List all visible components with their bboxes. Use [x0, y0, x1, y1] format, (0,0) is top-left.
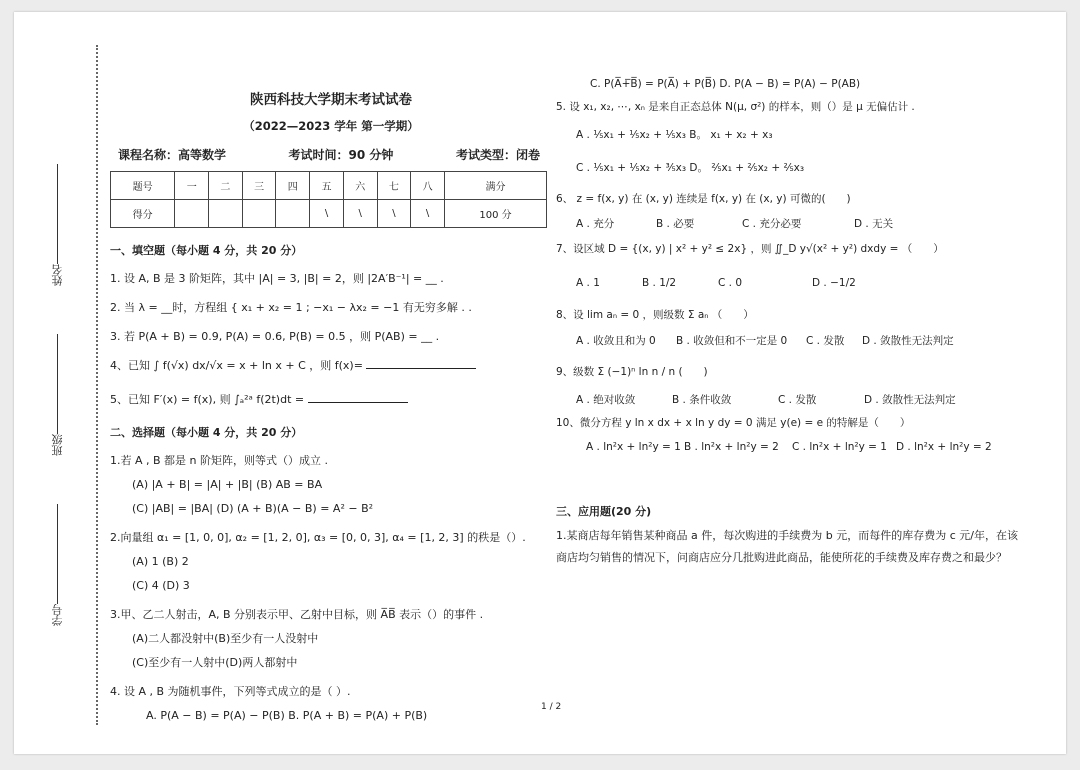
choice-option: D . 敛散性无法判定: [864, 394, 956, 406]
score-cell: 得分: [111, 200, 175, 228]
exam-time: 考试时间：90 分钟: [288, 148, 394, 162]
choice-option: A . 1: [576, 277, 600, 289]
choice-option: D . ln²x + ln²y = 2: [896, 441, 992, 453]
choice-question-6: 6、 z = f(x, y) 在 (x, y) 连续是 f(x, y) 在 (x, y) 可微的( ): [556, 193, 851, 205]
option-row: [576, 277, 1026, 289]
side-field-name: [50, 160, 66, 286]
score-cell: \: [343, 200, 377, 228]
choice-option: D . 敛散性无法判定: [862, 335, 954, 347]
choice-question-2: 2.向量组 α₁ = [1, 0, 0], α₂ = [1, 2, 0], α₃ = [0, 0, 3], α₄ = [1, 2, 3] 的秩是（）.: [110, 531, 526, 544]
score-cell: [175, 200, 209, 228]
course-name: 课程名称：高等数学: [118, 148, 227, 162]
choice-option: (A)二人都没射中(B)至少有一人没射中: [132, 632, 319, 645]
score-cell: 三: [242, 172, 276, 200]
page-number: 1 / 2: [541, 702, 562, 712]
exam-page: [14, 12, 1066, 754]
choice-question-5: 5. 设 x₁, x₂, ⋯, xₙ 是来自正态总体 N(μ, σ²) 的样本，则（）是 μ 无偏估计 .: [556, 101, 915, 113]
choice-option: (A) 1 (B) 2: [132, 555, 189, 568]
choice-question-7: 7、设区域 D = {(x, y) | x² + y² ≤ 2x} ，则 ∬_D y√(x² + y²) dxdy = （ ）: [556, 243, 944, 255]
score-cell: [276, 200, 310, 228]
option-row: [586, 441, 1026, 453]
right-column: [556, 78, 1026, 569]
fill-question-5-text: 5、已知 F′(x) = f(x), 则 ∫ₐ²ᵃ f(2t)dt =: [110, 393, 305, 406]
side-field-underline: [58, 504, 59, 604]
choice-option: C . 发散: [778, 394, 817, 406]
exam-type: 考试类型：闭卷: [455, 148, 540, 162]
side-field-underline: [58, 334, 59, 434]
score-table-header-row: [111, 172, 547, 200]
exam-subtitle: （2022—2023 学年 第一学期）: [243, 119, 419, 133]
score-cell: 100 分: [444, 200, 546, 228]
side-field-class: [50, 330, 66, 456]
score-cell: [242, 200, 276, 228]
choice-option: C . ⅕x₁ + ⅕x₂ + ³⁄₅x₃ D。 ⅖x₁ + ⅖x₂ + ⅖x₃: [576, 162, 805, 174]
score-cell: 二: [209, 172, 243, 200]
score-cell: 一: [175, 172, 209, 200]
choice-question-10: 10、微分方程 y ln x dx + x ln y dy = 0 满足 y(e) = e 的特解是（ ）: [556, 417, 911, 429]
choice-option: A . ln²x + ln²y = 1: [586, 441, 681, 453]
choice-option: A . 绝对收敛: [576, 394, 636, 406]
choice-option: A . 收敛且和为 0: [576, 335, 656, 347]
choice-option: B . 1/2: [642, 277, 677, 289]
choice-question-8: 8、设 lim aₙ = 0 ，则级数 Σ aₙ （ ）: [556, 309, 754, 321]
choice-option: B . 必要: [656, 218, 695, 230]
fill-question-1: 1. 设 A, B 是 3 阶矩阵，其中 |A| = 3, |B| = 2，则 |2A′B⁻¹| = __ .: [110, 272, 444, 285]
score-cell: 满分: [444, 172, 546, 200]
choice-option: A . ⅕x₁ + ⅕x₂ + ⅕x₃ B。 x₁ + x₂ + x₃: [576, 129, 773, 141]
section-title-fill-in: 一、填空题（每小题 4 分，共 20 分）: [110, 244, 303, 257]
section-title-choice: 二、选择题（每小题 4 分，共 20 分）: [110, 426, 303, 439]
side-field-student-id: [50, 500, 66, 626]
fill-question-4-text: 4、已知 ∫ f(√x) dx/√x = x + ln x + C ，则 f(x)=: [110, 359, 363, 372]
choice-option: B . 收敛但和不一定是 0: [676, 335, 788, 347]
option-row: [576, 392, 1026, 407]
score-table-score-row: [111, 200, 547, 228]
exam-title: 陕西科技大学期末考试试卷: [250, 92, 412, 108]
answer-blank: [366, 368, 476, 369]
choice-question-4-continued: C. P(A̅+̅B̅) = P(A̅) + P(B̅) D. P(A − B) = P(A) − P(AB): [590, 78, 861, 90]
side-field-label: 班级: [51, 434, 64, 456]
choice-option: C . 发散: [806, 335, 845, 347]
choice-option: D . 无关: [854, 218, 894, 230]
answer-blank: [308, 402, 408, 403]
score-cell: 四: [276, 172, 310, 200]
fill-question-2: 2. 当 λ = __时，方程组 { x₁ + x₂ = 1 ; −x₁ − λx₂ = −1 有无穷多解 . .: [110, 301, 472, 314]
score-cell: \: [377, 200, 411, 228]
choice-option: B . 条件收敛: [672, 394, 732, 406]
choice-question-3: 3.甲、乙二人射击，A, B 分别表示甲、乙射中目标，则 A̅B̅ 表示（）的事件 .: [110, 608, 484, 621]
score-cell: 题号: [111, 172, 175, 200]
choice-question-1: 1.若 A , B 都是 n 阶矩阵，则等式（）成立 .: [110, 454, 329, 467]
fill-question-4: [110, 358, 552, 374]
choice-option: C . ln²x + ln²y = 1: [792, 441, 887, 453]
choice-option: (C) 4 (D) 3: [132, 579, 190, 592]
choice-option: (C) |AB| = |BA| (D) (A + B)(A − B) = A² − B²: [132, 502, 374, 515]
side-field-label: 姓名: [51, 264, 64, 286]
score-cell: \: [310, 200, 344, 228]
choice-option: B . ln²x + ln²y = 2: [684, 441, 779, 453]
score-table: [110, 171, 547, 228]
choice-option: A . 充分: [576, 218, 615, 230]
choice-option: A. P(A − B) = P(A) − P(B) B. P(A + B) = P(A) + P(B): [146, 709, 428, 722]
binding-dotted-line: [96, 45, 98, 725]
side-field-label: 学号: [51, 604, 64, 626]
score-cell: [209, 200, 243, 228]
exam-info-row: [118, 146, 540, 163]
score-cell: 五: [310, 172, 344, 200]
choice-question-9: 9、级数 Σ (−1)ⁿ ln n / n ( ): [556, 366, 708, 378]
choice-option: C . 充分必要: [742, 218, 802, 230]
fill-question-3: 3. 若 P(A + B) = 0.9, P(A) = 0.6, P(B) = 0.5 ，则 P(AB) = __ .: [110, 330, 440, 343]
left-column: [110, 78, 552, 724]
choice-question-4: 4. 设 A , B 为随机事件，下列等式成立的是（ ）.: [110, 685, 351, 698]
application-question-1: 1.某商店每年销售某种商品 a 件，每次购进的手续费为 b 元，而每件的库存费为 c 元/年，在该商店均匀销售的情况下，问商店应分几批购进此商品，能使所花的手续费及库存费之和最少？: [556, 529, 1018, 564]
score-cell: 七: [377, 172, 411, 200]
option-row: [576, 333, 1026, 348]
section-title-application: 三、应用题(20 分): [556, 505, 652, 518]
choice-option: (C)至少有一人射中(D)两人都射中: [132, 656, 298, 669]
choice-option: (A) |A + B| = |A| + |B| (B) AB = BA: [132, 478, 323, 491]
option-row: [576, 216, 1026, 231]
fill-question-5: [110, 392, 552, 408]
side-field-underline: [58, 164, 59, 264]
choice-option: C . 0: [718, 277, 743, 289]
choice-option: D . −1/2: [812, 277, 856, 289]
score-cell: 六: [343, 172, 377, 200]
score-cell: 八: [411, 172, 445, 200]
score-cell: \: [411, 200, 445, 228]
